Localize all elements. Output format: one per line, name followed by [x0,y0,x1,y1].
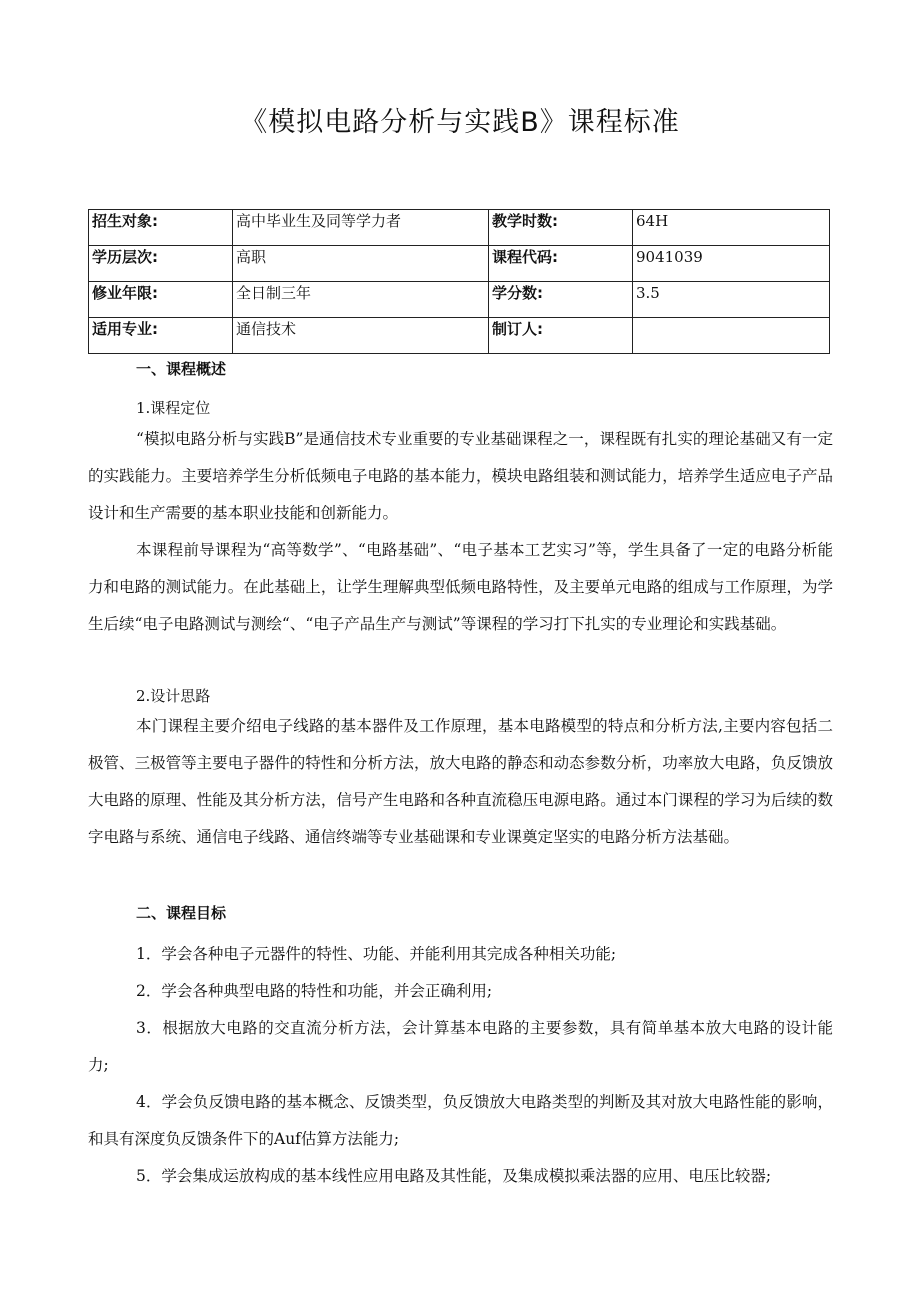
list-item: 3．根据放大电路的交直流分析方法，会计算基本电路的主要参数，具有简单基本放大电路的设计能力; [88,1019,833,1074]
list-item: 1．学会各种电子元器件的特性、功能、并能利用其完成各种相关功能; [136,945,617,963]
table-row [89,318,830,354]
label-enrollment-target: 招生对象: [89,210,233,246]
design-section-body [88,708,833,856]
list-item: 4．学会负反馈电路的基本概念、反馈类型，负反馈放大电路类型的判断及其对放大电路性能的影响，和具有深度负反馈条件下的Auf估算方法能力; [88,1093,833,1148]
label-education-level: 学历层次: [89,246,233,282]
value-applicable-major: 通信技术 [233,318,489,354]
course-info-table [88,209,830,354]
value-teaching-hours: 64H [633,210,830,246]
label-credits: 学分数: [489,282,633,318]
subsection-heading-design: 2.设计思路 [136,687,211,705]
value-study-duration: 全日制三年 [233,282,489,318]
paragraph: 本课程前导课程为“高等数学”、“电路基础”、“电子基本工艺实习”等，学生具备了一定的电路分析能力和电路的测试能力。在此基础上，让学生理解典型低频电路特性，及主要单元电路的组成与工作原理，为学生后续“电子电路测试与测绘“、“电子产品生产与测试”等课程的学习打下扎实的专业理论和实践基础。 [88,541,833,633]
label-course-code: 课程代码: [489,246,633,282]
value-course-code: 9041039 [633,246,830,282]
label-author: 制订人: [489,318,633,354]
table-row [89,246,830,282]
objectives-list [88,936,833,1195]
label-applicable-major: 适用专业: [89,318,233,354]
value-education-level: 高职 [233,246,489,282]
section-heading-objectives: 二、课程目标 [136,904,227,922]
table-row [89,210,830,246]
value-credits: 3.5 [633,282,830,318]
subsection-heading-positioning: 1.课程定位 [136,399,211,417]
section-heading-overview: 一、课程概述 [136,360,227,378]
label-study-duration: 修业年限: [89,282,233,318]
table-row [89,282,830,318]
list-item: 2．学会各种典型电路的特性和功能，并会正确利用; [136,982,493,1000]
value-enrollment-target: 高中毕业生及同等学力者 [233,210,489,246]
paragraph: 本门课程主要介绍电子线路的基本器件及工作原理，基本电路模型的特点和分析方法,主要内容包括二极管、三极管等主要电子器件的特性和分析方法，放大电路的静态和动态参数分析，功率放大电路，负反馈放大电路的原理、性能及其分析方法，信号产生电路和各种直流稳压电源电路。通过本门课程的学习为后续的数字电路与系统、通信电子线路、通信终端等专业基础课和专业课奠定坚实的电路分析方法基础。 [88,717,833,846]
list-item: 5．学会集成运放构成的基本线性应用电路及其性能，及集成模拟乘法器的应用、电压比较器; [136,1167,772,1185]
paragraph: “模拟电路分析与实践B”是通信技术专业重要的专业基础课程之一，课程既有扎实的理论基础又有一定的实践能力。主要培养学生分析低频电子电路的基本能力，模块电路组装和测试能力，培养学生适应电子产品设计和生产需要的基本职业技能和创新能力。 [88,430,833,522]
label-teaching-hours: 教学时数: [489,210,633,246]
positioning-section-body [88,421,833,643]
page-title: 《模拟电路分析与实践B》课程标准 [240,107,680,138]
value-author [633,318,830,354]
